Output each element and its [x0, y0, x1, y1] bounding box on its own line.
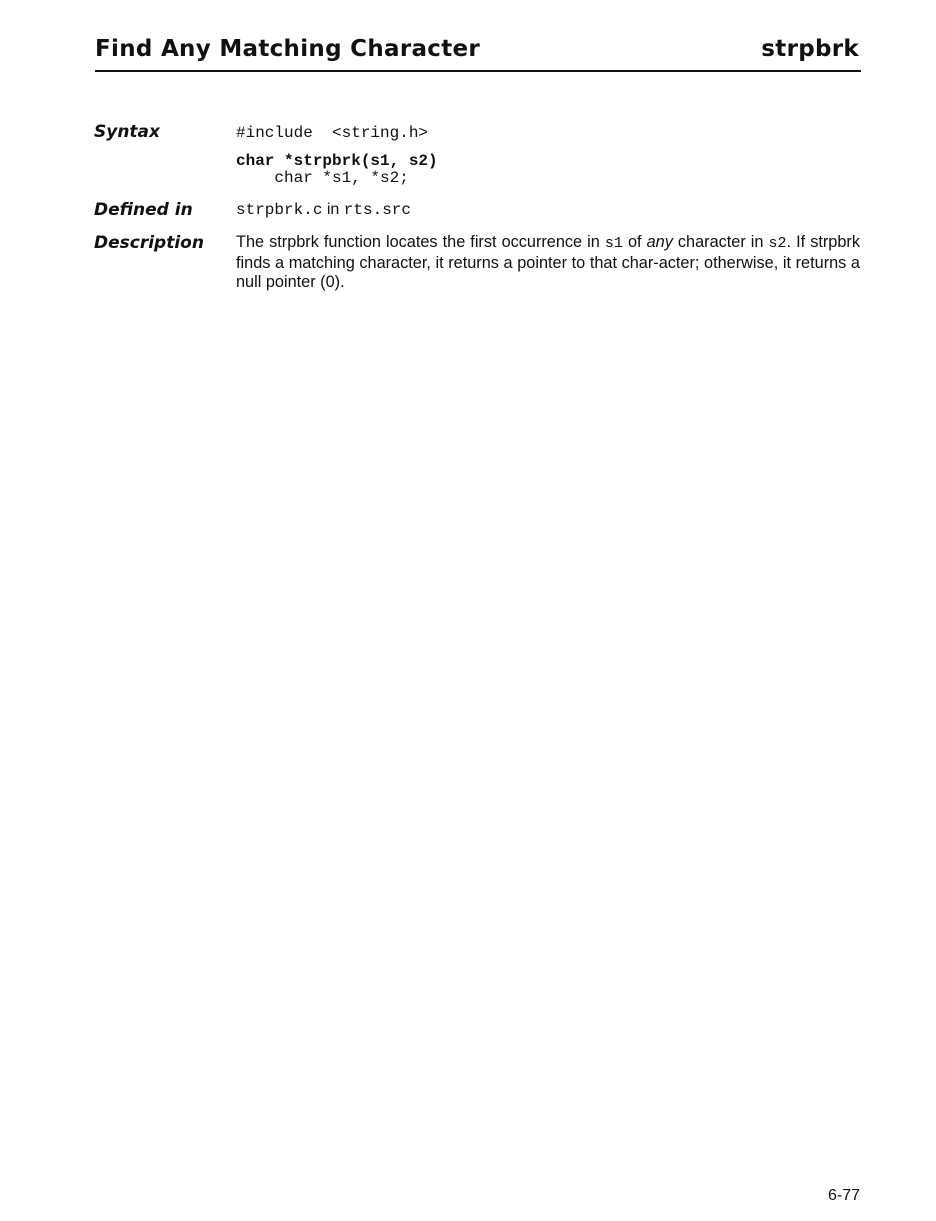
description-part-4: . If strpbrk finds a matching character, it returns a pointer to that char-acter; otherwise, it returns a null pointer (0).	[236, 233, 860, 291]
parameter-declaration: char *s1, *s2;	[236, 169, 409, 187]
code-s2: s2	[768, 235, 787, 252]
source-archive: rts.src	[343, 201, 411, 219]
description-text	[236, 233, 860, 293]
page-number: 6-77	[827, 1187, 860, 1204]
defined-in-value	[236, 201, 860, 219]
declaration-signature: *strpbrk(s1, s2)	[274, 152, 438, 170]
code-s1: s1	[604, 235, 623, 252]
source-file: strpbrk.c	[236, 201, 323, 219]
description-label: Description	[94, 233, 204, 253]
emphasis-any: any	[646, 233, 673, 251]
function-declaration	[236, 152, 438, 170]
in-word: in	[326, 201, 340, 218]
syntax-label: Syntax	[94, 122, 160, 142]
section-title: Find Any Matching Character	[95, 36, 481, 62]
description-part-1: The strpbrk function locates the first occurrence in	[236, 233, 605, 251]
include-line: #include <string.h>	[236, 124, 429, 142]
description-part-3: character in	[672, 233, 769, 251]
defined-in-label: Defined in	[94, 200, 193, 220]
page-header	[95, 36, 861, 72]
function-name-heading: strpbrk	[761, 36, 859, 62]
declaration-return-type: char	[236, 152, 275, 170]
description-part-2: of	[622, 233, 647, 251]
